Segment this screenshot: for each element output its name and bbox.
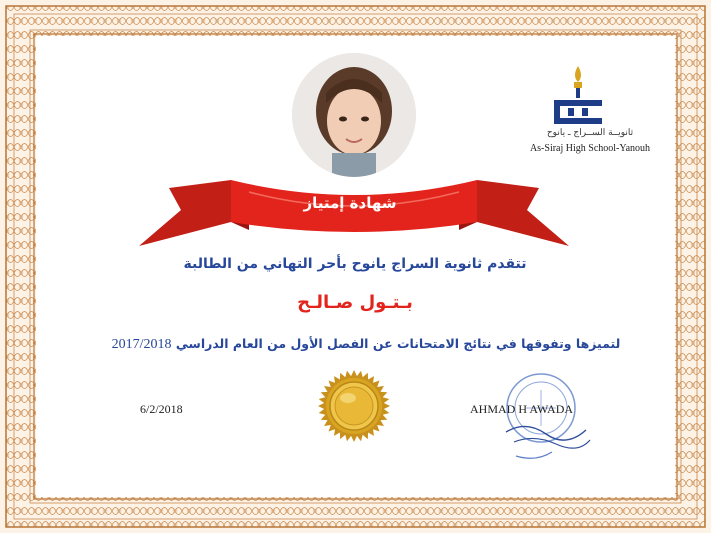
gold-seal-icon bbox=[316, 368, 392, 444]
school-name-arabic: ثانويــة الســراج ـ يانوح bbox=[546, 128, 634, 138]
ribbon-title: شهادة إمتياز bbox=[303, 194, 397, 212]
portrait-photo bbox=[292, 53, 416, 177]
signatory-name: AHMAD H AWADA bbox=[470, 402, 574, 416]
school-logo bbox=[548, 66, 608, 128]
congratulation-line: تتقدم ثانوية السراج يانوح بأحر التهاني من الطالبة bbox=[183, 256, 527, 272]
achievement-text: لتميزها وتفوقها في نتائج الامتحانات عن الفصل الأول من العام الدراسي bbox=[175, 336, 621, 351]
student-name: بـتـول صـالـح bbox=[297, 292, 413, 313]
achievement-line bbox=[96, 336, 636, 353]
official-stamp bbox=[486, 370, 596, 470]
academic-year: 2017/2018 bbox=[111, 337, 172, 352]
school-name-english: As-Siraj High School-Yanouh bbox=[529, 143, 651, 154]
issue-date: 6/2/2018 bbox=[140, 402, 183, 416]
